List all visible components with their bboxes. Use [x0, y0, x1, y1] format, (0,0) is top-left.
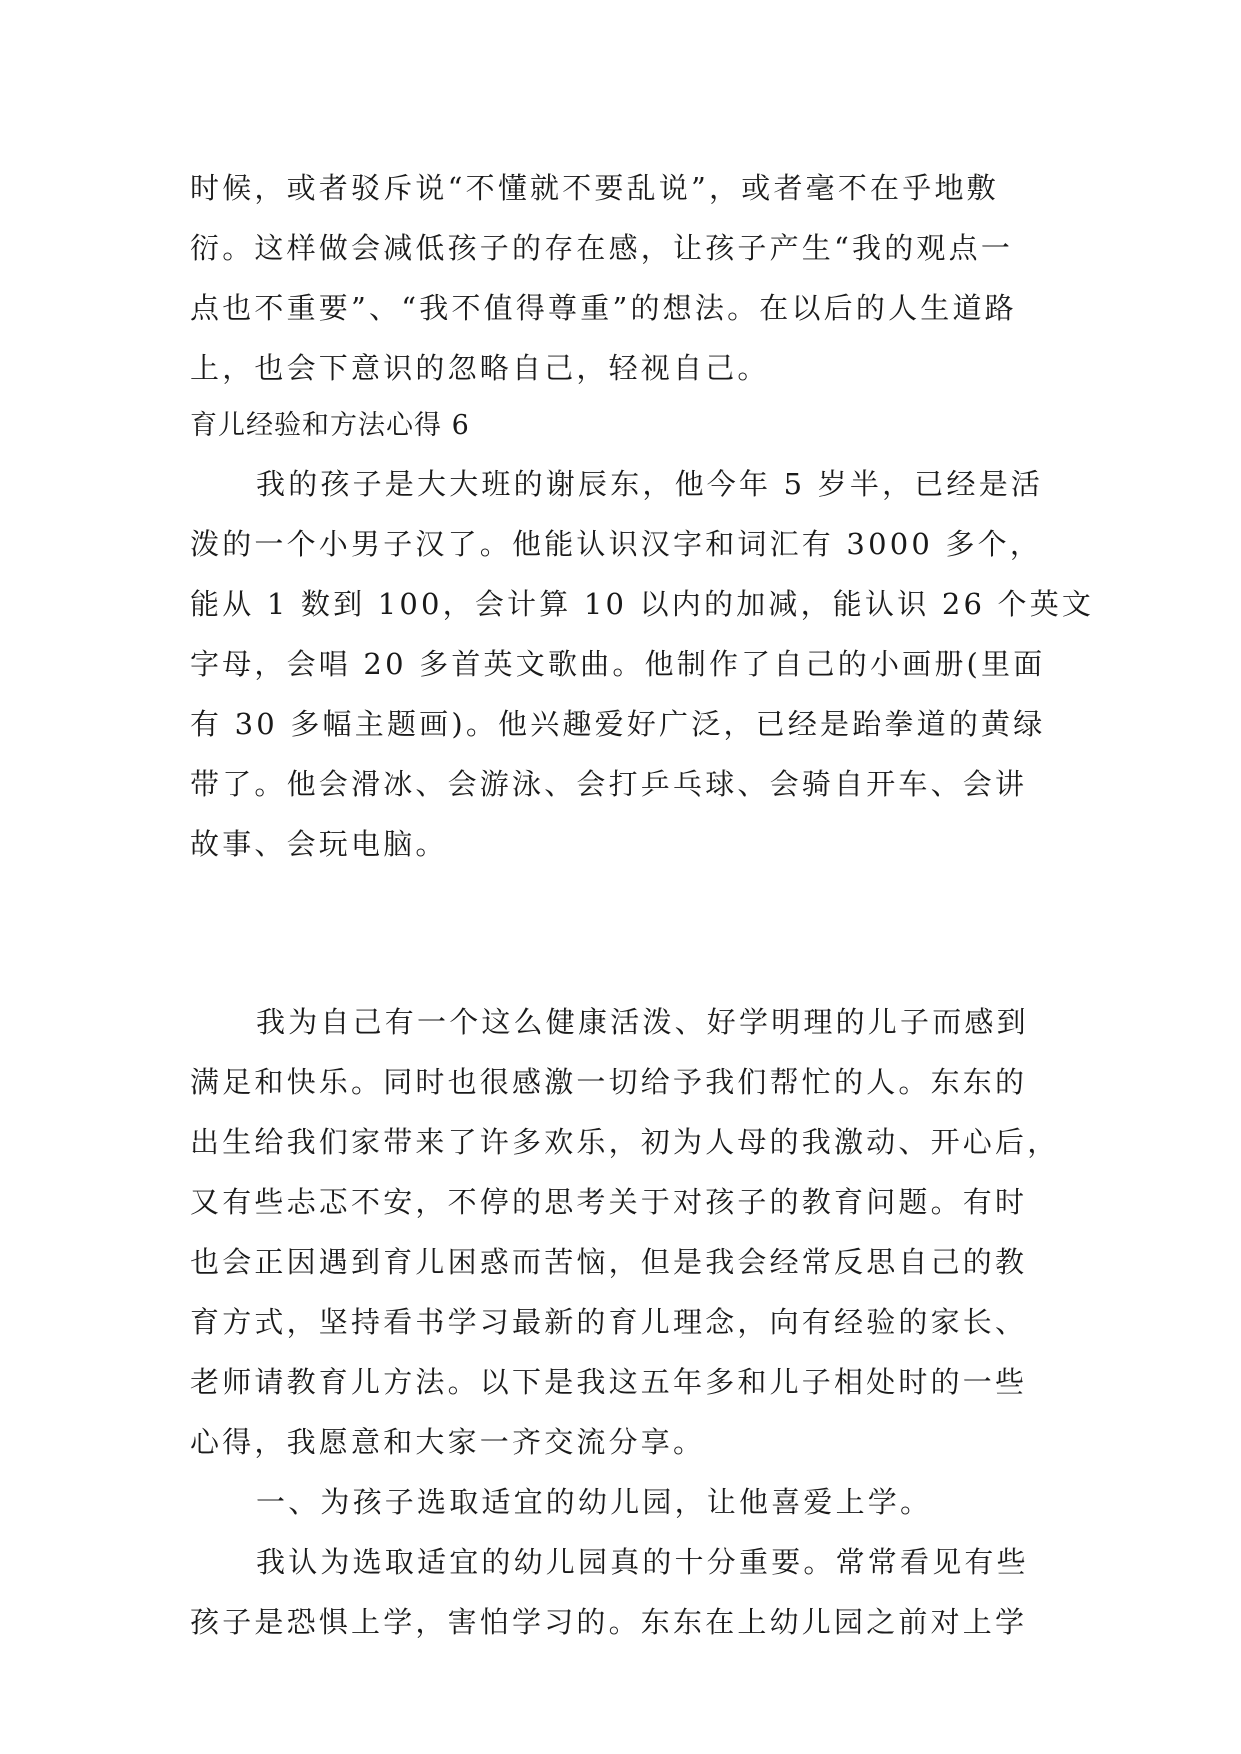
text-line: 我为自己有一个这么健康活泼、好学明理的儿子而感到 [256, 1005, 1029, 1039]
section-subheading: 一、为孩子选取适宜的幼儿园，让他喜爱上学。 [256, 1485, 933, 1519]
text-line: 衍。这样做会减低孩子的存在感，让孩子产生“我的观点一 [190, 231, 1014, 265]
text-line: 点也不重要”、“我不值得尊重”的想法。在以后的人生道路 [190, 291, 1017, 325]
text-line: 上，也会下意识的忽略自己，轻视自己。 [190, 351, 770, 385]
text-line: 出生给我们家带来了许多欢乐，初为人母的我激动、开心后， [190, 1125, 1060, 1159]
text-line: 孩子是恐惧上学，害怕学习的。东东在上幼儿园之前对上学 [190, 1605, 1028, 1639]
text-line: 又有些忐忑不安，不停的思考关于对孩子的教育问题。有时 [190, 1185, 1028, 1219]
text-line: 时候，或者驳斥说“不懂就不要乱说”，或者毫不在乎地敷 [190, 171, 999, 205]
text-line: 泼的一个小男子汉了。他能认识汉字和词汇有 3000 多个， [190, 527, 1043, 561]
text-line: 育方式，坚持看书学习最新的育儿理念，向有经验的家长、 [190, 1305, 1028, 1339]
text-line: 也会正因遇到育儿困惑而苦恼，但是我会经常反思自己的教 [190, 1245, 1028, 1279]
text-line: 故事、会玩电脑。 [190, 827, 448, 861]
text-line: 满足和快乐。同时也很感激一切给予我们帮忙的人。东东的 [190, 1065, 1028, 1099]
section-heading: 育儿经验和方法心得 6 [190, 410, 470, 441]
text-line: 能从 1 数到 100，会计算 10 以内的加减，能认识 26 个英文 [190, 587, 1095, 621]
text-line: 我的孩子是大大班的谢辰东，他今年 5 岁半，已经是活 [256, 467, 1044, 501]
document-body [190, 158, 1095, 1652]
text-line: 我认为选取适宜的幼儿园真的十分重要。常常看见有些 [256, 1545, 1029, 1579]
paragraph-gap [190, 874, 1070, 992]
text-line: 心得，我愿意和大家一齐交流分享。 [190, 1425, 706, 1459]
text-line: 有 30 多幅主题画)。他兴趣爱好广泛，已经是跆拳道的黄绿 [190, 707, 1046, 741]
text-line: 字母，会唱 20 多首英文歌曲。他制作了自己的小画册(里面 [190, 647, 1046, 681]
text-line: 带了。他会滑冰、会游泳、会打乒乓球、会骑自开车、会讲 [190, 767, 1028, 801]
text-line: 老师请教育儿方法。以下是我这五年多和儿子相处时的一些 [190, 1365, 1028, 1399]
